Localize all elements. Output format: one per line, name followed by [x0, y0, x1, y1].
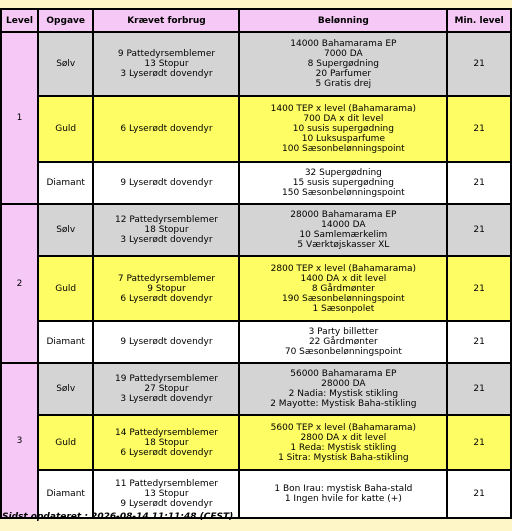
min-level-cell: 21 — [448, 416, 510, 469]
table-row — [2, 163, 510, 203]
required-item: 3 Lyserødt dovendyr — [120, 394, 213, 404]
reward-item: 8 Supergødning — [307, 59, 380, 69]
task-cell: Guld — [39, 97, 92, 161]
reward-item: 32 Supergødning — [304, 168, 382, 178]
required-item: 13 Stopur — [144, 59, 189, 69]
min-level-cell: 21 — [448, 205, 510, 255]
required-cell — [94, 205, 238, 255]
table-row — [2, 471, 510, 517]
reward-item: 1 Bon Irau: mystisk Baha-stald — [274, 484, 413, 494]
reward-item: 1400 DA x dit level — [300, 273, 387, 284]
reward-cell — [240, 97, 446, 161]
table-row — [2, 97, 510, 161]
table-row — [2, 416, 510, 469]
reward-item: 5 Værktøjskasser XL — [297, 240, 390, 250]
required-item: 7 Pattedyrsemblemer — [117, 273, 216, 284]
required-item: 18 Stopur — [144, 225, 189, 235]
task-cell: Guld — [39, 257, 92, 320]
reward-cell — [240, 471, 446, 517]
required-item: 9 Pattedyrsemblemer — [117, 49, 216, 59]
reward-cell — [240, 33, 446, 95]
reward-item: 10 Luksusparfume — [301, 134, 385, 144]
table-row — [2, 257, 510, 320]
task-cell: Diamant — [39, 471, 92, 517]
required-item: 19 Pattedyrsemblemer — [115, 374, 218, 384]
reward-item: 2800 DA x dit level — [300, 432, 387, 443]
min-level-cell: 21 — [448, 163, 510, 203]
table-row — [2, 364, 510, 414]
required-item: 14 Pattedyrsemblemer — [115, 427, 218, 438]
levels-table — [0, 8, 512, 519]
level-cell: 2 — [2, 205, 37, 362]
task-cell: Diamant — [39, 163, 92, 203]
reward-item: 1 Sæsonpolet — [312, 303, 375, 314]
level-cell: 3 — [2, 364, 37, 517]
reward-cell — [240, 416, 446, 469]
min-level-cell: 21 — [448, 322, 510, 362]
required-item: 9 Lyserødt dovendyr — [120, 337, 213, 347]
reward-item: 1 Reda: Mystisk stikling — [290, 442, 397, 453]
required-item: 9 Lyserødt dovendyr — [120, 499, 213, 509]
required-item: 11 Pattedyrsemblemer — [115, 479, 218, 489]
reward-cell — [240, 163, 446, 203]
reward-item: 3 Party billetter — [308, 327, 379, 337]
required-item: 3 Lyserødt dovendyr — [120, 69, 213, 79]
reward-item: 2800 TEP x level (Bahamarama) — [270, 263, 417, 274]
reward-item: 1 Sitra: Mystisk Baha-stikling — [278, 452, 409, 463]
reward-item: 150 Sæsonbelønningspoint — [282, 188, 405, 198]
task-cell: Guld — [39, 416, 92, 469]
required-cell — [94, 33, 238, 95]
min-level-cell: 21 — [448, 471, 510, 517]
min-level-cell: 21 — [448, 97, 510, 161]
required-item: 6 Lyserødt dovendyr — [120, 124, 213, 134]
reward-item: 10 Samlemærkelim — [299, 230, 388, 240]
required-item: 9 Stopur — [147, 283, 186, 294]
reward-item: 100 Sæsonbelønningspoint — [282, 144, 405, 154]
table-row — [2, 322, 510, 362]
min-level-cell: 21 — [448, 33, 510, 95]
required-cell — [94, 364, 238, 414]
table-row — [2, 33, 510, 95]
reward-item: 2 Nadia: Mystisk stikling — [288, 389, 399, 399]
required-cell — [94, 416, 238, 469]
reward-item: 5600 TEP x level (Bahamarama) — [270, 422, 417, 433]
levels-body — [2, 33, 510, 517]
required-item: 12 Pattedyrsemblemer — [115, 215, 218, 225]
reward-item: 28000 DA — [321, 379, 366, 389]
required-cell — [94, 471, 238, 517]
required-item: 6 Lyserødt dovendyr — [120, 293, 213, 304]
reward-item: 700 DA x dit level — [303, 114, 384, 124]
task-cell: Sølv — [39, 205, 92, 255]
level-cell: 1 — [2, 33, 37, 203]
header-required: Krævet forbrug — [94, 10, 238, 31]
reward-item: 22 Gårdmønter — [308, 337, 378, 347]
header-task: Opgave — [39, 10, 92, 31]
header-level: Level — [2, 10, 37, 31]
reward-item: 7000 DA — [324, 49, 363, 59]
reward-item: 14000 Bahamarama EP — [290, 39, 397, 49]
reward-item: 15 susis supergødning — [292, 178, 394, 188]
reward-item: 20 Parfumer — [315, 69, 372, 79]
reward-cell — [240, 257, 446, 320]
header-row — [2, 10, 510, 31]
header-reward: Belønning — [240, 10, 446, 31]
reward-item: 1400 TEP x level (Bahamarama) — [270, 104, 417, 114]
required-item: 13 Stopur — [144, 489, 189, 499]
reward-item: 10 susis supergødning — [292, 124, 394, 134]
reward-item: 2 Mayotte: Mystisk Baha-stikling — [270, 399, 417, 409]
required-cell — [94, 322, 238, 362]
header-min-level: Min. level — [448, 10, 510, 31]
required-item: 9 Lyserødt dovendyr — [120, 178, 213, 188]
required-item: 6 Lyserødt dovendyr — [120, 447, 213, 458]
reward-cell — [240, 322, 446, 362]
required-item: 3 Lyserødt dovendyr — [120, 235, 213, 245]
reward-item: 5 Gratis drej — [315, 79, 372, 89]
reward-item: 190 Sæsonbelønningspoint — [282, 293, 405, 304]
task-cell: Sølv — [39, 33, 92, 95]
reward-item: 70 Sæsonbelønningspoint — [284, 347, 402, 357]
reward-item: 8 Gårdmønter — [311, 283, 375, 294]
required-item: 27 Stopur — [144, 384, 189, 394]
reward-cell — [240, 205, 446, 255]
reward-item: 56000 Bahamarama EP — [290, 369, 397, 379]
reward-item: 14000 DA — [321, 220, 366, 230]
required-cell — [94, 97, 238, 161]
task-cell: Sølv — [39, 364, 92, 414]
reward-item: 28000 Bahamarama EP — [290, 210, 397, 220]
task-cell: Diamant — [39, 322, 92, 362]
required-cell — [94, 163, 238, 203]
min-level-cell: 21 — [448, 364, 510, 414]
required-item: 18 Stopur — [144, 437, 189, 448]
reward-cell — [240, 364, 446, 414]
table-row — [2, 205, 510, 255]
min-level-cell: 21 — [448, 257, 510, 320]
required-cell — [94, 257, 238, 320]
reward-item: 1 Ingen hvile for katte (+) — [284, 494, 402, 504]
last-updated: Sidst opdateret : 2026-08-14 11:11:48 (CEST) — [2, 512, 234, 522]
